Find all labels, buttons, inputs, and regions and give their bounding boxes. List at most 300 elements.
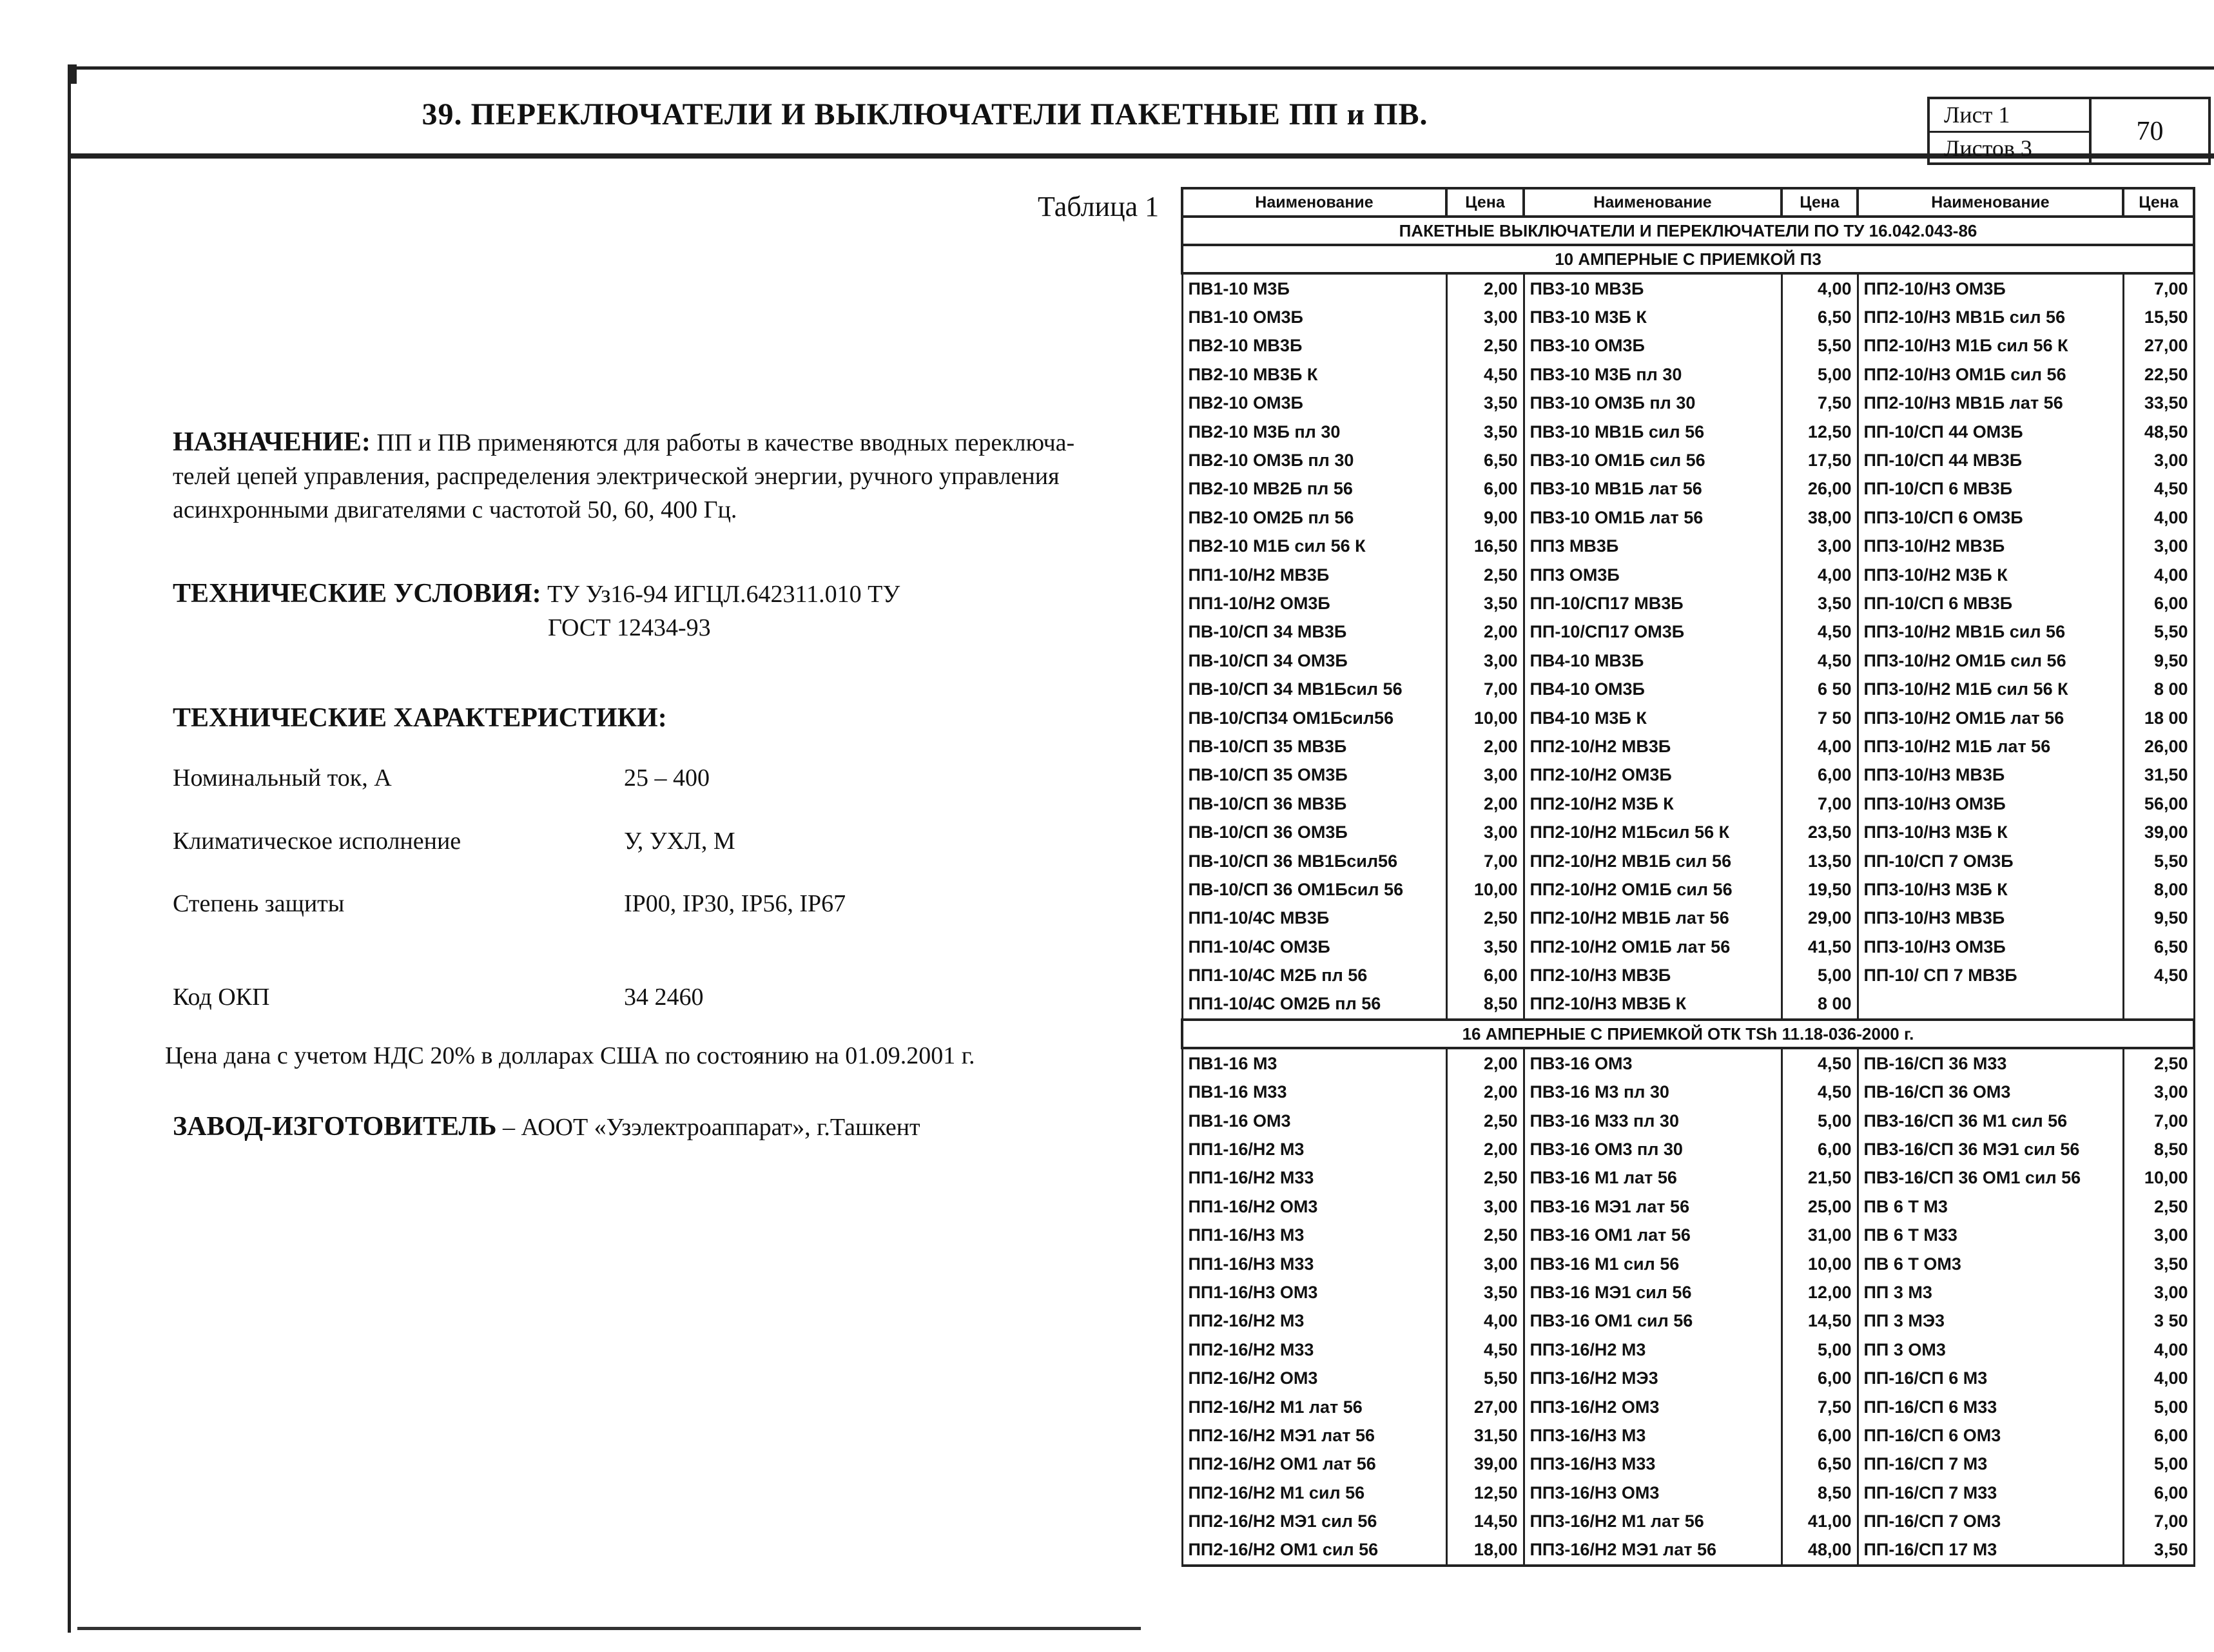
manufacturer — [173, 1110, 920, 1144]
table-row — [1182, 1307, 2194, 1336]
product-name-cell: ПП3-16/Н3 М33 — [1524, 1450, 1782, 1479]
price-cell: 3,50 — [1782, 589, 1858, 617]
price-cell: 7,50 — [1782, 389, 1858, 418]
product-name-cell: ПП 3 ОМ3 — [1858, 1336, 2123, 1364]
table-row — [1182, 1221, 2194, 1250]
product-name-cell: ПП-16/СП 7 М33 — [1858, 1479, 2123, 1507]
product-name-cell: ПП2-10/Н3 ОМ3Б — [1858, 273, 2123, 303]
product-name-cell: ПП-10/СП 6 МВ3Б — [1858, 475, 2123, 503]
product-name-cell: ПП2-10/Н2 ОМ1Б сил 56 — [1524, 875, 1782, 904]
product-name-cell: ПВ2-10 ОМ3Б — [1182, 389, 1446, 418]
price-cell: 6,50 — [1782, 303, 1858, 331]
price-cell: 8 00 — [1782, 990, 1858, 1020]
section-row-main — [1182, 217, 2194, 245]
table-row — [1182, 790, 2194, 818]
table-row — [1182, 675, 2194, 703]
price-cell: 3,00 — [1446, 761, 1524, 790]
spec-label-okp: Код ОКП — [173, 984, 270, 1011]
price-cell: 39,00 — [2123, 818, 2194, 846]
price-cell: 9,50 — [2123, 904, 2194, 933]
product-name-cell: ПП2-16/Н2 М1 лат 56 — [1182, 1393, 1446, 1421]
price-cell: 9,00 — [1446, 503, 1524, 532]
product-name-cell: ПП2-10/Н3 МВ1Б сил 56 — [1858, 303, 2123, 331]
table-row — [1182, 1536, 2194, 1566]
price-cell: 12,50 — [1446, 1479, 1524, 1507]
product-name-cell: ПВ1-16 М33 — [1182, 1078, 1446, 1107]
table-row — [1182, 303, 2194, 331]
product-name-cell: ПП1-10/Н2 ОМ3Б — [1182, 589, 1446, 617]
product-name-cell: ПП2-10/Н2 М3Б К — [1524, 790, 1782, 818]
product-name-cell: ПВ3-16/СП 36 ОМ1 сил 56 — [1858, 1164, 2123, 1192]
product-name-cell: ПВ2-10 МВ2Б пл 56 — [1182, 475, 1446, 503]
table-row — [1182, 332, 2194, 360]
header-name-1: Наименование — [1182, 188, 1446, 217]
product-name-cell: ПВ1-10 ОМ3Б — [1182, 303, 1446, 331]
price-cell: 3,50 — [2123, 1250, 2194, 1278]
product-name-cell: ПП3-10/Н2 М3Б К — [1858, 561, 2123, 589]
product-name-cell: ПП3-10/Н2 ОМ1Б сил 56 — [1858, 646, 2123, 675]
price-cell: 41,50 — [1782, 933, 1858, 961]
product-name-cell: ПП2-10/Н3 МВ3Б — [1524, 961, 1782, 989]
table-row — [1182, 646, 2194, 675]
tech-specs-label: ТЕХНИЧЕСКИЕ ХАРАКТЕРИСТИКИ: — [173, 703, 667, 733]
product-name-cell: ПП2-10/Н2 МВ1Б сил 56 — [1524, 847, 1782, 875]
product-name-cell: ПП3-16/Н2 М3 — [1524, 1336, 1782, 1364]
table-row — [1182, 1421, 2194, 1450]
product-name-cell: ПП-16/СП 7 ОМ3 — [1858, 1507, 2123, 1535]
product-name-cell: ПП 3 МЭ3 — [1858, 1307, 2123, 1336]
price-cell: 33,50 — [2123, 389, 2194, 418]
product-name-cell: ПВ-10/СП34 ОМ1Бсил56 — [1182, 704, 1446, 732]
price-cell: 2,50 — [1446, 1221, 1524, 1250]
product-name-cell: ПВ1-16 ОМ3 — [1182, 1107, 1446, 1135]
spec-label-climate: Климатическое исполнение — [173, 828, 461, 855]
product-name-cell: ПП2-16/Н2 МЭ1 сил 56 — [1182, 1507, 1446, 1535]
product-name-cell: ПП3-10/Н3 М3Б К — [1858, 818, 2123, 846]
product-name-cell: ПП1-10/Н2 МВ3Б — [1182, 561, 1446, 589]
price-cell: 3,00 — [1446, 1192, 1524, 1221]
price-cell: 27,00 — [1446, 1393, 1524, 1421]
product-name-cell: ПП-10/СП 6 МВ3Б — [1858, 589, 2123, 617]
product-name-cell: ПВ-10/СП 35 МВ3Б — [1182, 732, 1446, 761]
price-cell: 48,00 — [1782, 1536, 1858, 1566]
product-name-cell: ПВ3-16 ОМ3 пл 30 — [1524, 1135, 1782, 1163]
product-name-cell: ПП1-10/4С М2Б пл 56 — [1182, 961, 1446, 989]
product-name-cell: ПВ-10/СП 34 ОМ3Б — [1182, 646, 1446, 675]
table-row — [1182, 503, 2194, 532]
price-cell: 4,50 — [2123, 475, 2194, 503]
table-row — [1182, 1450, 2194, 1479]
price-cell: 8,50 — [1782, 1479, 1858, 1507]
table-row — [1182, 961, 2194, 989]
product-name-cell: ПП2-10/Н3 ОМ1Б сил 56 — [1858, 360, 2123, 389]
price-cell: 4,50 — [1782, 1048, 1858, 1078]
price-cell: 14,50 — [1446, 1507, 1524, 1535]
product-name-cell: ПВ-16/СП 36 ОМ3 — [1858, 1078, 2123, 1107]
price-cell: 19,50 — [1782, 875, 1858, 904]
price-cell: 17,50 — [1782, 446, 1858, 474]
product-name-cell: ПП3-10/Н2 М1Б лат 56 — [1858, 732, 2123, 761]
price-cell: 3,00 — [2123, 1078, 2194, 1107]
price-cell: 10,00 — [1782, 1250, 1858, 1278]
product-name-cell: ПП1-10/4С ОМ3Б — [1182, 933, 1446, 961]
product-name-cell: ПВ1-10 М3Б — [1182, 273, 1446, 303]
price-cell: 38,00 — [1782, 503, 1858, 532]
product-name-cell: ПП1-16/Н3 ОМ3 — [1182, 1278, 1446, 1307]
price-cell: 10,00 — [1446, 704, 1524, 732]
spec-value-climate: У, УХЛ, М — [624, 828, 735, 855]
product-name-cell: ПП3-10/Н2 МВ3Б — [1858, 532, 2123, 561]
price-cell: 27,00 — [2123, 332, 2194, 360]
product-name-cell: ПП1-16/Н2 ОМ3 — [1182, 1192, 1446, 1221]
product-name-cell: ПП3 МВ3Б — [1524, 532, 1782, 561]
product-name-cell: ПВ3-10 ОМ1Б лат 56 — [1524, 503, 1782, 532]
product-name-cell: ПП-16/СП 6 М33 — [1858, 1393, 2123, 1421]
purpose-paragraph — [173, 425, 1074, 527]
price-cell: 2,50 — [2123, 1048, 2194, 1078]
product-name-cell: ПВ3-10 М3Б К — [1524, 303, 1782, 331]
table-row — [1182, 418, 2194, 446]
section-row-10a — [1182, 245, 2194, 273]
price-cell: 4,50 — [1782, 646, 1858, 675]
price-cell: 5,00 — [1782, 1336, 1858, 1364]
price-cell: 6 50 — [1782, 675, 1858, 703]
price-cell: 6,50 — [2123, 933, 2194, 961]
manufacturer-value: – АООТ «Узэлектроаппарат», г.Ташкент — [496, 1114, 920, 1141]
price-cell: 4,50 — [1782, 618, 1858, 646]
price-cell: 3,50 — [1446, 589, 1524, 617]
price-cell: 4,00 — [2123, 1364, 2194, 1392]
price-cell: 2,00 — [1446, 1135, 1524, 1163]
price-cell: 6,00 — [1782, 1135, 1858, 1163]
price-cell: 3,50 — [1446, 389, 1524, 418]
product-name-cell: ПП3-16/Н2 МЭ3 — [1524, 1364, 1782, 1392]
table-row — [1182, 475, 2194, 503]
product-name-cell: ПВ3-10 МВ1Б сил 56 — [1524, 418, 1782, 446]
price-cell: 8,50 — [1446, 990, 1524, 1020]
product-name-cell: ПВ3-10 ОМ3Б — [1524, 332, 1782, 360]
product-name-cell: ПВ 6 Т М3 — [1858, 1192, 2123, 1221]
purpose-label: НАЗНАЧЕНИЕ: — [173, 427, 371, 457]
price-cell: 3,50 — [1446, 418, 1524, 446]
price-cell: 2,50 — [1446, 332, 1524, 360]
table-row — [1182, 446, 2194, 474]
table-row — [1182, 933, 2194, 961]
product-name-cell: ПП2-10/Н2 ОМ3Б — [1524, 761, 1782, 790]
product-name-cell: ПВ 6 Т ОМ3 — [1858, 1250, 2123, 1278]
manufacturer-label: ЗАВОД-ИЗГОТОВИТЕЛЬ — [173, 1112, 497, 1142]
price-cell: 2,50 — [1446, 1107, 1524, 1135]
product-name-cell: ПП1-16/Н2 М3 — [1182, 1135, 1446, 1163]
product-name-cell: ПВ-10/СП 36 ОМ1Бсил 56 — [1182, 875, 1446, 904]
product-name-cell: ПП3-16/Н2 МЭ1 лат 56 — [1524, 1536, 1782, 1566]
product-name-cell: ПП3-16/Н2 М1 лат 56 — [1524, 1507, 1782, 1535]
price-cell: 8,00 — [2123, 875, 2194, 904]
price-cell: 4,00 — [1782, 732, 1858, 761]
product-name-cell: ПП2-10/Н2 МВ1Б лат 56 — [1524, 904, 1782, 933]
product-name-cell: ПВ3-10 ОМ3Б пл 30 — [1524, 389, 1782, 418]
price-cell: 7,00 — [1446, 847, 1524, 875]
price-cell: 18 00 — [2123, 704, 2194, 732]
price-cell: 6,00 — [1782, 761, 1858, 790]
price-cell: 3,00 — [1446, 303, 1524, 331]
price-cell: 10,00 — [2123, 1164, 2194, 1192]
product-name-cell: ПП2-10/Н2 ОМ1Б лат 56 — [1524, 933, 1782, 961]
price-cell: 3,50 — [1446, 933, 1524, 961]
table-row — [1182, 1107, 2194, 1135]
table-row — [1182, 818, 2194, 846]
spec-value-protection: IP00, IP30, IP56, IP67 — [624, 890, 846, 917]
price-cell: 4,00 — [2123, 1336, 2194, 1364]
page-number: 70 — [2092, 97, 2211, 165]
price-cell: 4,00 — [1782, 273, 1858, 303]
product-name-cell: ПП1-16/Н3 М33 — [1182, 1250, 1446, 1278]
table-row — [1182, 1250, 2194, 1278]
product-name-cell: ПП2-16/Н2 М3 — [1182, 1307, 1446, 1336]
price-table — [1181, 187, 2195, 1567]
product-name-cell: ПП1-10/4С МВ3Б — [1182, 904, 1446, 933]
table-row — [1182, 990, 2194, 1020]
product-name-cell: ПВ3-16 М1 лат 56 — [1524, 1164, 1782, 1192]
table-row — [1182, 1364, 2194, 1392]
section-title-16a: 16 АМПЕРНЫЕ С ПРИЕМКОЙ ОТК TSh 11.18-036-2000 г. — [1182, 1020, 2194, 1048]
price-note: Цена дана с учетом НДС 20% в долларах США по состоянию на 01.09.2001 г. — [165, 1042, 975, 1069]
price-cell: 7,00 — [1446, 675, 1524, 703]
product-name-cell: ПВ3-16 МЭ1 лат 56 — [1524, 1192, 1782, 1221]
purpose-line-2: телей цепей управления, распределения электрической энергии, ручного управления — [173, 463, 1060, 490]
product-name-cell: ПП3-16/Н2 ОМ3 — [1524, 1393, 1782, 1421]
header-name-3: Наименование — [1858, 188, 2123, 217]
price-cell: 3,00 — [2123, 532, 2194, 561]
sheet-label: Лист 1 — [1944, 102, 2010, 128]
table-row — [1182, 589, 2194, 617]
price-cell: 7,00 — [1782, 790, 1858, 818]
price-cell: 3,00 — [1446, 818, 1524, 846]
table-row — [1182, 732, 2194, 761]
price-cell: 4,50 — [1782, 1078, 1858, 1107]
tech-conditions — [173, 577, 900, 645]
table-row — [1182, 847, 2194, 875]
section-title-main: ПАКЕТНЫЕ ВЫКЛЮЧАТЕЛИ И ПЕРЕКЛЮЧАТЕЛИ ПО ТУ 16.042.043-86 — [1182, 217, 2194, 245]
table-row — [1182, 1336, 2194, 1364]
price-cell: 3,00 — [1446, 646, 1524, 675]
table-row — [1182, 273, 2194, 303]
product-name-cell: ПП-16/СП 17 М3 — [1858, 1536, 2123, 1566]
product-name-cell: ПП-10/ СП 7 МВ3Б — [1858, 961, 2123, 989]
product-name-cell: ПП3-10/Н3 ОМ3Б — [1858, 790, 2123, 818]
product-name-cell: ПП-10/СП 44 МВ3Б — [1858, 446, 2123, 474]
table-row — [1182, 1507, 2194, 1535]
document-title: 39. ПЕРЕКЛЮЧАТЕЛИ И ВЫКЛЮЧАТЕЛИ ПАКЕТНЫЕ ПП и ПВ. — [422, 97, 1428, 131]
price-cell: 9,50 — [2123, 646, 2194, 675]
product-name-cell: ПП1-10/4С ОМ2Б пл 56 — [1182, 990, 1446, 1020]
product-name-cell: ПП3-10/Н2 М1Б сил 56 К — [1858, 675, 2123, 703]
product-name-cell: ПВ4-10 МВ3Б — [1524, 646, 1782, 675]
price-cell: 6,50 — [1782, 1450, 1858, 1479]
spec-value-okp: 34 2460 — [624, 984, 704, 1011]
product-name-cell: ПП1-16/Н2 М33 — [1182, 1164, 1446, 1192]
price-cell: 26,00 — [2123, 732, 2194, 761]
table-row — [1182, 1192, 2194, 1221]
product-name-cell: ПВ3-10 МВ1Б лат 56 — [1524, 475, 1782, 503]
table-row — [1182, 1393, 2194, 1421]
product-name-cell: ПП3-10/СП 6 ОМ3Б — [1858, 503, 2123, 532]
price-cell: 31,50 — [2123, 761, 2194, 790]
product-name-cell: ПП3-16/Н3 ОМ3 — [1524, 1479, 1782, 1507]
price-cell: 12,50 — [1782, 418, 1858, 446]
product-name-cell: ПВ2-10 ОМ2Б пл 56 — [1182, 503, 1446, 532]
price-cell: 15,50 — [2123, 303, 2194, 331]
price-cell: 5,00 — [2123, 1393, 2194, 1421]
product-name-cell: ПВ-10/СП 35 ОМ3Б — [1182, 761, 1446, 790]
spec-label-protection: Степень защиты — [173, 890, 345, 917]
price-cell: 12,00 — [1782, 1278, 1858, 1307]
price-cell: 3,50 — [1446, 1278, 1524, 1307]
price-cell: 56,00 — [2123, 790, 2194, 818]
price-cell: 4,00 — [2123, 561, 2194, 589]
scan-speck — [68, 64, 77, 84]
price-cell: 5,50 — [2123, 618, 2194, 646]
price-cell: 2,50 — [1446, 904, 1524, 933]
product-name-cell: ПВ2-10 М1Б сил 56 К — [1182, 532, 1446, 561]
price-cell: 2,00 — [1446, 732, 1524, 761]
product-name-cell: ПП3-10/Н2 ОМ1Б лат 56 — [1858, 704, 2123, 732]
frame-left-line — [68, 66, 71, 1633]
price-cell: 39,00 — [1446, 1450, 1524, 1479]
table-row — [1182, 1278, 2194, 1307]
sheets-count-label: Листов 3 — [1930, 131, 2089, 164]
table-row — [1182, 618, 2194, 646]
product-name-cell: ПП2-16/Н2 ОМ3 — [1182, 1364, 1446, 1392]
price-cell: 2,00 — [1446, 790, 1524, 818]
product-name-cell: ПВ2-10 ОМ3Б пл 30 — [1182, 446, 1446, 474]
price-cell: 18,00 — [1446, 1536, 1524, 1566]
table-row — [1182, 532, 2194, 561]
table-row — [1182, 1164, 2194, 1192]
table-row — [1182, 704, 2194, 732]
price-cell: 13,50 — [1782, 847, 1858, 875]
table-row — [1182, 1479, 2194, 1507]
price-cell: 3,00 — [2123, 1278, 2194, 1307]
price-cell: 29,00 — [1782, 904, 1858, 933]
table-row — [1182, 761, 2194, 790]
product-name-cell: ПП3-10/Н3 МВ3Б — [1858, 904, 2123, 933]
product-name-cell: ПП2-10/Н3 М1Б сил 56 К — [1858, 332, 2123, 360]
price-cell: 5,00 — [1782, 360, 1858, 389]
price-cell: 4,50 — [1446, 1336, 1524, 1364]
price-cell: 5,50 — [2123, 847, 2194, 875]
price-cell: 4,50 — [2123, 961, 2194, 989]
product-name-cell: ПВ3-16/СП 36 МЭ1 сил 56 — [1858, 1135, 2123, 1163]
price-cell: 21,50 — [1782, 1164, 1858, 1192]
product-name-cell: ПП2-16/Н2 ОМ1 сил 56 — [1182, 1536, 1446, 1566]
product-name-cell: ПВ-10/СП 36 МВ3Б — [1182, 790, 1446, 818]
table-row — [1182, 875, 2194, 904]
product-name-cell: ПП2-10/Н3 МВ3Б К — [1524, 990, 1782, 1020]
table-row — [1182, 360, 2194, 389]
price-cell: 6,00 — [2123, 1479, 2194, 1507]
price-cell: 8 00 — [2123, 675, 2194, 703]
price-cell: 2,00 — [1446, 273, 1524, 303]
product-name-cell: ПВ-10/СП 36 ОМ3Б — [1182, 818, 1446, 846]
product-name-cell: ПВ3-16 ОМ3 — [1524, 1048, 1782, 1078]
product-name-cell: ПВ-10/СП 36 МВ1Бсил56 — [1182, 847, 1446, 875]
frame-bottom-line — [77, 1627, 1141, 1630]
price-cell: 2,00 — [1446, 618, 1524, 646]
product-name-cell: ПП-10/СП17 МВ3Б — [1524, 589, 1782, 617]
price-cell: 5,00 — [1782, 1107, 1858, 1135]
product-name-cell: ПП3-10/Н2 МВ1Б сил 56 — [1858, 618, 2123, 646]
table-row — [1182, 389, 2194, 418]
price-cell: 7,00 — [2123, 273, 2194, 303]
price-cell: 31,00 — [1782, 1221, 1858, 1250]
table-row — [1182, 1048, 2194, 1078]
price-cell: 3,00 — [2123, 446, 2194, 474]
product-name-cell: ПП-10/СП 7 ОМ3Б — [1858, 847, 2123, 875]
price-cell: 41,00 — [1782, 1507, 1858, 1535]
price-cell: 16,50 — [1446, 532, 1524, 561]
section-row-16a — [1182, 1020, 2194, 1048]
price-cell: 6,50 — [1446, 446, 1524, 474]
product-name-cell: ПП3-16/Н3 М3 — [1524, 1421, 1782, 1450]
price-cell: 6,00 — [2123, 1421, 2194, 1450]
product-name-cell: ПВ3-16 М33 пл 30 — [1524, 1107, 1782, 1135]
product-name-cell: ПВ-10/СП 34 МВ3Б — [1182, 618, 1446, 646]
header-price-1: Цена — [1446, 188, 1524, 217]
product-name-cell: ПВ3-16 ОМ1 сил 56 — [1524, 1307, 1782, 1336]
price-cell: 2,50 — [1446, 1164, 1524, 1192]
product-name-cell: ПВ-16/СП 36 М33 — [1858, 1048, 2123, 1078]
product-name-cell: ПВ3-16 М3 пл 30 — [1524, 1078, 1782, 1107]
product-name-cell: ПВ4-10 ОМ3Б — [1524, 675, 1782, 703]
tech-conditions-label: ТЕХНИЧЕСКИЕ УСЛОВИЯ: — [173, 579, 541, 608]
price-cell: 23,50 — [1782, 818, 1858, 846]
product-name-cell: ПП-16/СП 6 ОМ3 — [1858, 1421, 2123, 1450]
product-name-cell: ПП3-10/Н3 ОМ3Б — [1858, 933, 2123, 961]
purpose-line-3: асинхронными двигателями с частотой 50, 60, 400 Гц. — [173, 496, 737, 523]
product-name-cell: ПВ3-16/СП 36 М1 сил 56 — [1858, 1107, 2123, 1135]
price-cell: 7,50 — [1782, 1393, 1858, 1421]
price-cell: 6,00 — [1782, 1421, 1858, 1450]
product-name-cell: ПП-16/СП 6 М3 — [1858, 1364, 2123, 1392]
price-cell: 5,00 — [1782, 961, 1858, 989]
table-caption: Таблица 1 — [1038, 191, 1160, 222]
product-name-cell: ПП2-10/Н2 М1Бсил 56 К — [1524, 818, 1782, 846]
product-name-cell: ПП3-10/Н3 МВ3Б — [1858, 761, 2123, 790]
title-rule — [71, 153, 2214, 159]
price-cell: 3,00 — [1446, 1250, 1524, 1278]
product-name-cell: ПП2-10/Н3 МВ1Б лат 56 — [1858, 389, 2123, 418]
price-cell: 31,50 — [1446, 1421, 1524, 1450]
product-name-cell: ПП2-16/Н2 МЭ1 лат 56 — [1182, 1421, 1446, 1450]
product-name-cell: ПВ3-16 МЭ1 сил 56 — [1524, 1278, 1782, 1307]
price-cell: 2,00 — [1446, 1048, 1524, 1078]
product-name-cell: ПП1-16/Н3 М3 — [1182, 1221, 1446, 1250]
product-name-cell: ПВ4-10 М3Б К — [1524, 704, 1782, 732]
product-name-cell: ПВ2-10 МВ3Б — [1182, 332, 1446, 360]
price-cell: 6,00 — [1782, 1364, 1858, 1392]
product-name-cell: ПВ3-16 ОМ1 лат 56 — [1524, 1221, 1782, 1250]
price-cell: 4,50 — [1446, 360, 1524, 389]
product-name-cell: ПП2-16/Н2 М33 — [1182, 1336, 1446, 1364]
product-name-cell: ПВ3-16 М1 сил 56 — [1524, 1250, 1782, 1278]
price-cell: 5,50 — [1446, 1364, 1524, 1392]
spec-label-current: Номинальный ток, А — [173, 764, 392, 792]
frame-top-line — [68, 66, 2214, 70]
price-cell: 3 50 — [2123, 1307, 2194, 1336]
price-cell: 6,00 — [2123, 589, 2194, 617]
tech-conditions-value-2: ГОСТ 12434-93 — [548, 614, 711, 641]
